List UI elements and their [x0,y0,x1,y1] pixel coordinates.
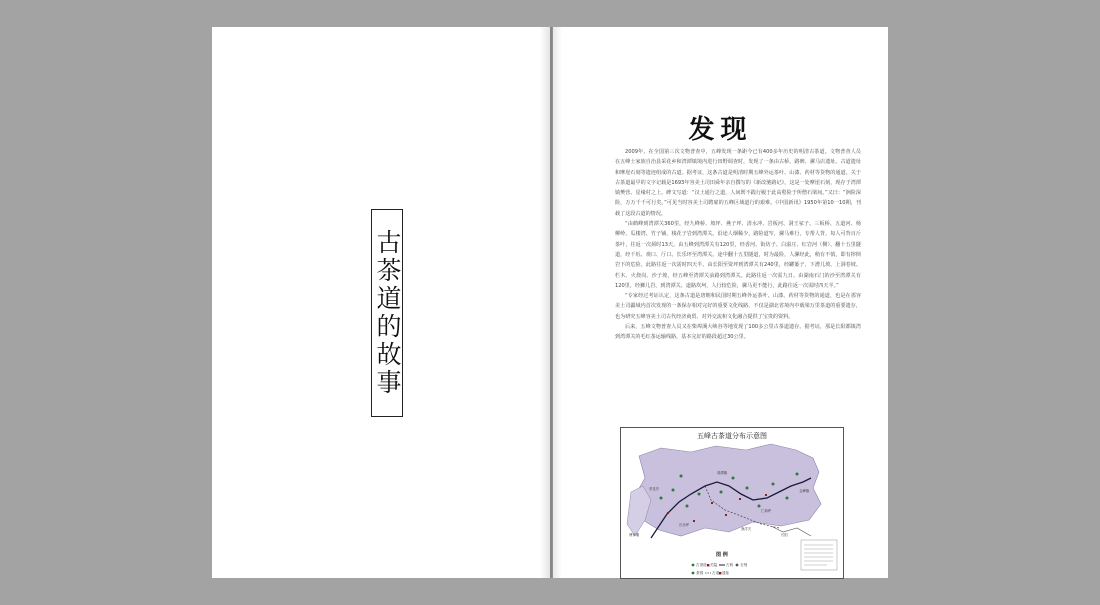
map-notes-box [801,540,837,570]
map-region [637,444,821,536]
map-notes-lines [804,545,833,565]
paragraph: “专家经过考证认定，这条古道是唐朝和民国时期五峰外运茶叶、山漆、药材等货物的通道，也是在那容美土司疆域内首次发现的一条保存相对完好的重要文化线路，不仅是湖北省境内中载梁万里茶道的重要遗存，也为研究五峰容美土司古代经济商贸、对外交流和文化融合提供了宝贵的资料。 [615,293,861,320]
tea-road-map [620,427,844,579]
site-marker [765,494,767,496]
legend-item: 遗址 [722,571,730,575]
map-region-west [627,486,651,536]
map-title: 五峰古茶道分布示意图 [697,432,767,440]
left-page [212,27,550,578]
legend-title: 图 例 [716,552,728,558]
tea-marker [672,489,675,492]
site-marker [693,520,695,522]
legend-item: 古道 [712,571,720,575]
tea-marker [686,505,689,508]
legend-item: 茶园 [696,571,704,575]
tea-marker [772,483,775,486]
tea-marker [796,473,799,476]
map-place-label: 长乐坪 [679,523,690,527]
legend-item: 石刻 [740,563,748,567]
tea-marker [786,497,789,500]
page-title: 发现 [688,115,753,145]
map-graphic [621,428,843,578]
site-marker [725,514,727,516]
site-marker [739,498,741,500]
tea-marker [680,475,683,478]
map-place-label: 渔洋关 [741,527,752,531]
vertical-chapter-title: 古茶道的故事 [371,209,403,417]
map-place-label: 湾潭镇 [717,471,728,475]
tea-marker [720,491,723,494]
right-page [553,27,888,578]
paragraph: 2009年，在全国第三次文物普查中，五峰发现一条距今已有400多年历史的明清古茶道。文物普查人员在五峰土家族自治县采花乡和湾潭镇境内进行田野调查时，发现了一条由古桥、路碑、骡马店遗址、古道遗址和摩崖石刻等遗迹组成的古道。据考证，这条古道是明清时期五峰外运茶叶、山漆、药材等货物的通道。关于古茶道最早的文字记载是1693年容美土司田舜年亲自撰写的《新改驰路记》，这是一处摩崖石刻，现存于湾潭镇樊营、星缘村之上。碑文写道：“汉土通行之道，人间既不践行履于此高壑险于所僧石梁间。”又曰：“涧险深险，万万千千可行矣。”可见当时容美土司聘雇的五峰区域道行的艰难。《中国新讯》1950年第10一10期，刊载了这段古道的情况。 [615,149,861,217]
tea-marker [732,477,735,480]
map-place-label: 长阳 [781,533,788,537]
legend-item: 古茶道 [696,563,707,567]
map-place-label: 仁和坪 [761,509,772,513]
site-marker [667,512,669,514]
river [771,526,811,536]
legend-item: 关隘 [710,563,718,567]
site-marker [711,502,713,504]
map-place-label: 采花乡 [649,487,660,491]
paragraph: “由鹤峰到湾潭关360里，经九峰桥、坡坪、燕子坪、清水冲、岩板河、洞王冢子、三板桥、五道河、杨柳岭、瓜楼湾、竹子铺、栈花子岩到湾潭关。沿途人烟稀少，路险道窄，骡马难行，专帮人背，每人可背百斤茶叶，往返一次须时13天。由五峰到湾潭关有120里，经香河、街坊子、白溢庄、红岩河（侧）、翻十五里隧道，经千坵、观口、厅口、长乐坪至湾潭关。途中翻十五里隧道，时为最险，人骡经此，稍有不慎，即有摔倒岩下的危险。此路往返一次需时四天半。由长阳至资坪到湾潭关有240里，经罐篓子、下漕儿坡、上洞卷坡、栏木、火烧岗、沙子坡，经五峰至湾潭关前路到湾潭关。此路往返一次需九日。由湖南石门的沙至湾潭关有120里，经狮儿岩、到湾潭关、道路坎坷，人行较危险，骡马更不能行，此路往返一次需时四天半。” [615,221,861,289]
tea-marker [746,487,749,490]
tea-marker [698,493,701,496]
tea-marker [660,497,663,500]
map-place-label: 五峰镇 [799,489,810,493]
legend-item: 古桥 [726,563,734,567]
paragraph: 后来，五峰文物普查人员又在柴埠溪大峡谷等地发现了100多公里古茶道遗存。据考证，那是长阳都镇湾到湾潭关的毛红茶运输线路，基本完好的路段超过30公里。 [615,324,861,341]
body-text [615,147,861,343]
map-place-label: 傅家堰 [629,533,640,537]
